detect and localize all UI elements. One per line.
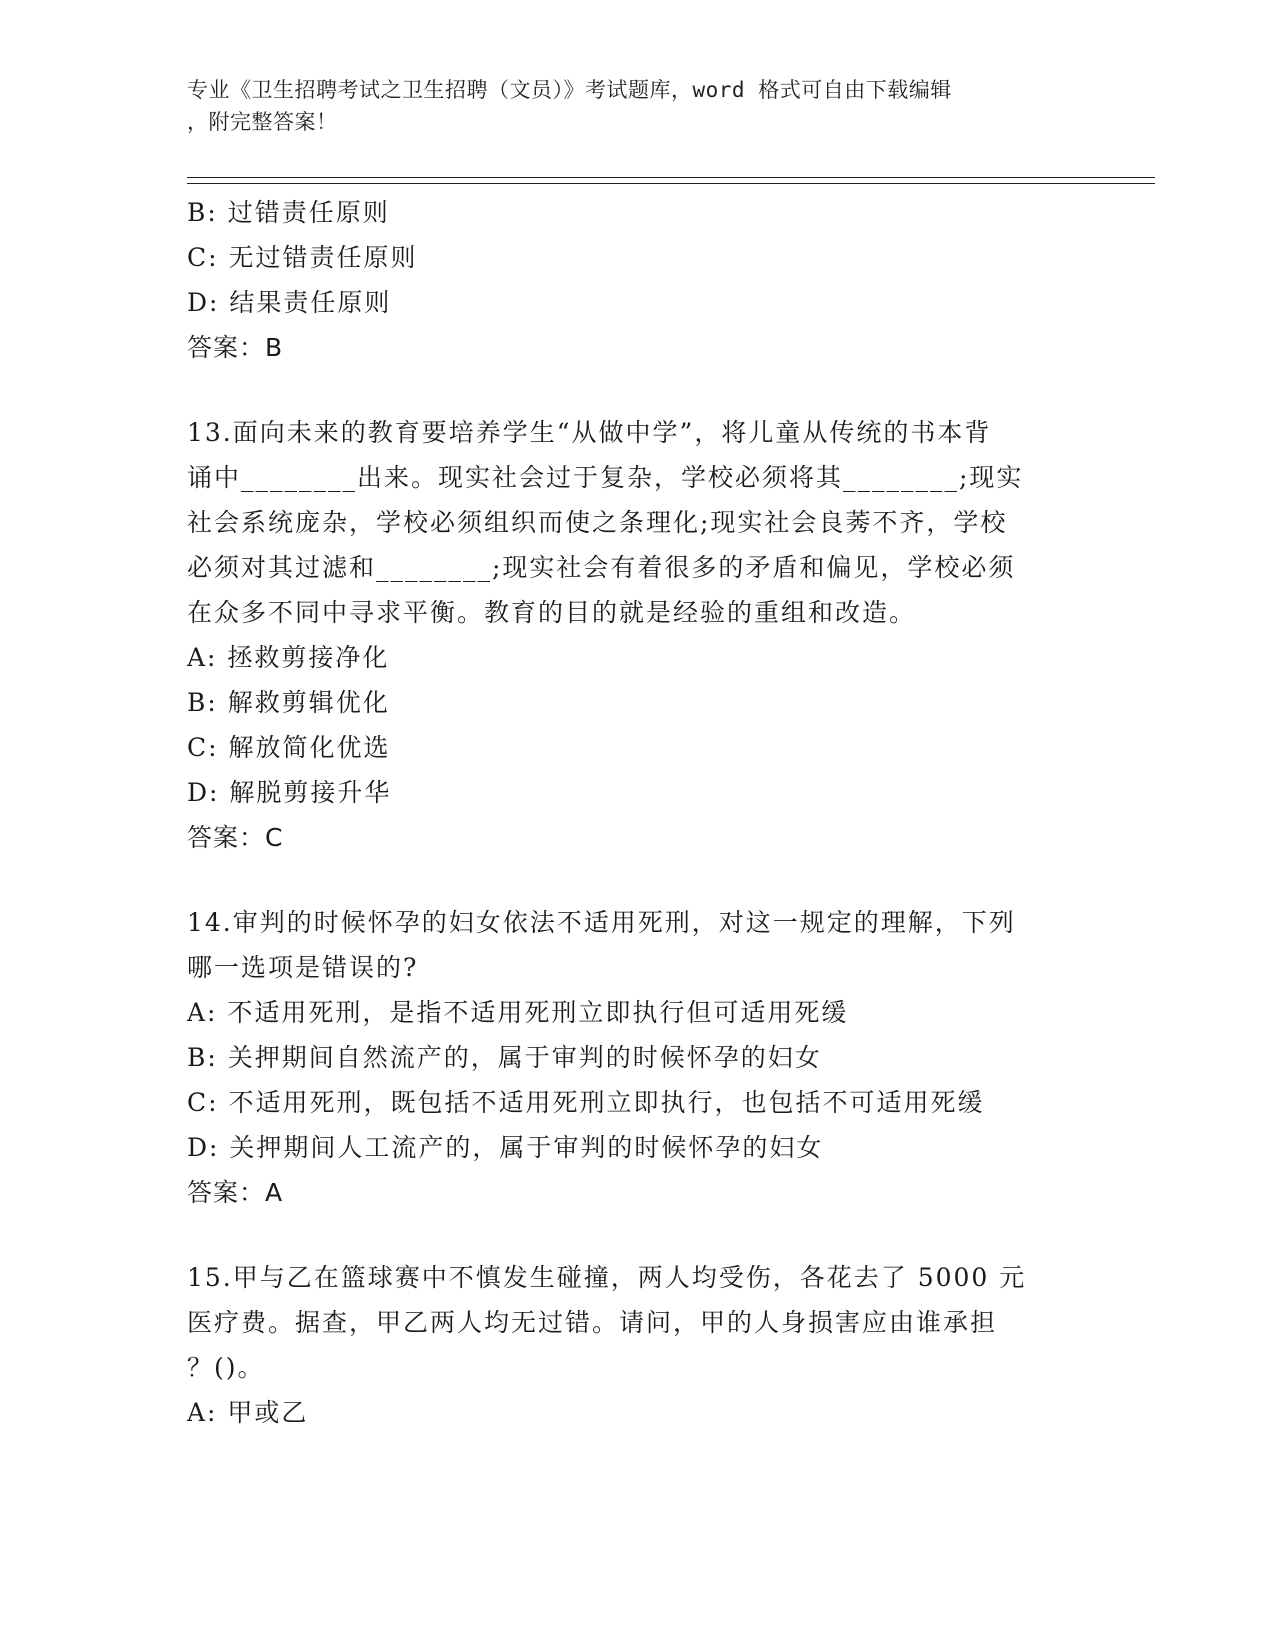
option-c: C: 解放简化优选 bbox=[187, 733, 391, 762]
header-divider-top bbox=[187, 177, 1155, 178]
question-stem-line: 医疗费。据查，甲乙两人均无过错。请问，甲的人身损害应由谁承担 bbox=[187, 1308, 998, 1337]
spacer bbox=[187, 370, 1087, 410]
question-stem-line: 哪一选项是错误的? bbox=[187, 953, 419, 982]
question-list bbox=[187, 190, 1087, 1435]
answer-line: 答案：B bbox=[187, 333, 284, 362]
question-stem-line: 15.甲与乙在篮球赛中不慎发生碰撞，两人均受伤，各花去了 5000 元 bbox=[187, 1263, 1027, 1292]
option-b: B: 过错责任原则 bbox=[187, 198, 390, 227]
question-stem-line: 在众多不同中寻求平衡。教育的目的就是经验的重组和改造。 bbox=[187, 598, 917, 627]
option-b: B: 解救剪辑优化 bbox=[187, 688, 390, 717]
option-a: A: 不适用死刑，是指不适用死刑立即执行但可适用死缓 bbox=[187, 998, 849, 1027]
question-13 bbox=[187, 410, 1087, 860]
question-stem-line: 14.审判的时候怀孕的妇女依法不适用死刑，对这一规定的理解，下列 bbox=[187, 908, 1016, 937]
option-a: A: 甲或乙 bbox=[187, 1398, 309, 1427]
page-header bbox=[187, 74, 1067, 138]
option-a: A: 拯救剪接净化 bbox=[187, 643, 390, 672]
question-stem-line: 必须对其过滤和________;现实社会有着很多的矛盾和偏见，学校必须 bbox=[187, 553, 1016, 582]
header-title-line-2: ，附完整答案！ bbox=[187, 110, 338, 134]
question-14 bbox=[187, 900, 1087, 1215]
option-d: D: 关押期间人工流产的，属于审判的时候怀孕的妇女 bbox=[187, 1133, 824, 1162]
header-divider-bottom bbox=[187, 183, 1155, 184]
question-stem-line: 诵中________出来。现实社会过于复杂，学校必须将其________;现实 bbox=[187, 463, 1024, 492]
option-d: D: 结果责任原则 bbox=[187, 288, 392, 317]
answer-line: 答案：C bbox=[187, 823, 284, 852]
option-d: D: 解脱剪接升华 bbox=[187, 778, 392, 807]
question-12 bbox=[187, 190, 1087, 370]
spacer bbox=[187, 1215, 1087, 1255]
question-stem-line: 社会系统庞杂，学校必须组织而使之条理化;现实社会良莠不齐，学校 bbox=[187, 508, 1008, 537]
option-b: B: 关押期间自然流产的，属于审判的时候怀孕的妇女 bbox=[187, 1043, 822, 1072]
spacer bbox=[187, 860, 1087, 900]
option-c: C: 无过错责任原则 bbox=[187, 243, 418, 272]
answer-line: 答案：A bbox=[187, 1178, 284, 1207]
header-title-line-1: 专业《卫生招聘考试之卫生招聘（文员）》考试题库，word 格式可自由下载编辑 bbox=[187, 78, 952, 102]
question-stem-line: 13.面向未来的教育要培养学生“从做中学”，将儿童从传统的书本背 bbox=[187, 418, 992, 447]
question-15 bbox=[187, 1255, 1087, 1435]
question-stem-line: ？()。 bbox=[187, 1353, 265, 1382]
option-c: C: 不适用死刑，既包括不适用死刑立即执行，也包括不可适用死缓 bbox=[187, 1088, 985, 1117]
